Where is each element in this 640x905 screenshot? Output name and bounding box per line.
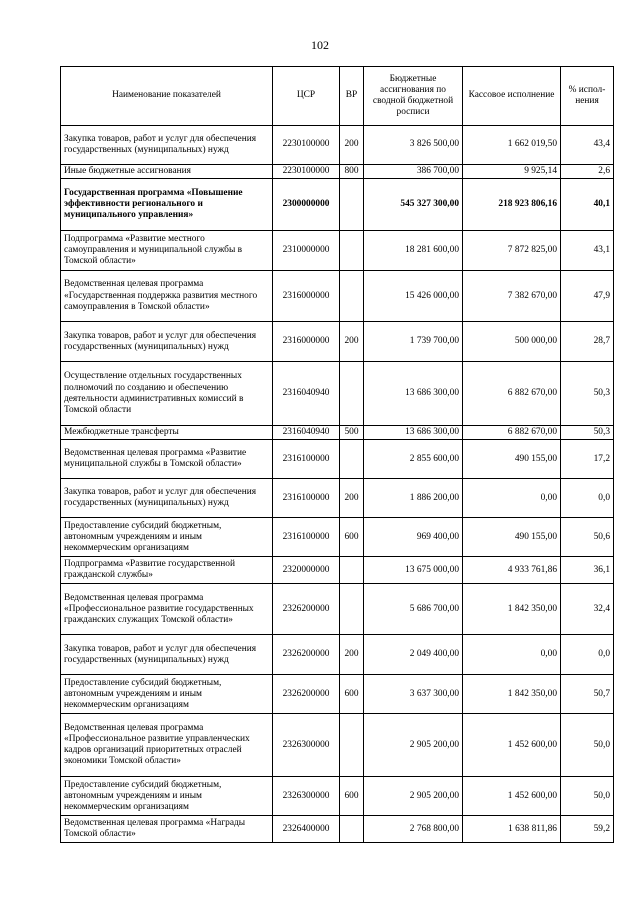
row-vr: 800 — [340, 165, 364, 179]
row-budget: 13 686 300,00 — [364, 362, 463, 426]
row-budget: 3 826 500,00 — [364, 126, 463, 165]
table-row — [61, 126, 614, 165]
table-body — [61, 126, 614, 843]
row-csr: 2316040940 — [273, 362, 340, 426]
header-cash: Кассовое исполнение — [463, 67, 561, 126]
row-csr: 2326300000 — [273, 714, 340, 777]
row-cash: 1 842 350,00 — [463, 584, 561, 635]
row-name: Предоставление субсидий бюджетным, автономным учреждениям и иным некоммерческим организациям — [61, 518, 273, 557]
row-budget: 13 686 300,00 — [364, 426, 463, 440]
row-pct: 36,1 — [561, 557, 614, 584]
row-pct: 43,1 — [561, 231, 614, 271]
row-name: Подпрограмма «Развитие местного самоуправления и муниципальной службы в Томской области» — [61, 231, 273, 271]
row-vr: 200 — [340, 479, 364, 518]
row-budget: 3 637 300,00 — [364, 675, 463, 714]
row-pct: 50,0 — [561, 777, 614, 816]
row-budget: 18 281 600,00 — [364, 231, 463, 271]
header-budget: Бюджетные ассигнования по сводной бюджетной росписи — [364, 67, 463, 126]
row-csr: 2310000000 — [273, 231, 340, 271]
row-vr — [340, 440, 364, 479]
row-budget: 969 400,00 — [364, 518, 463, 557]
row-vr — [340, 231, 364, 271]
row-budget: 1 739 700,00 — [364, 322, 463, 362]
row-cash: 500 000,00 — [463, 322, 561, 362]
row-vr: 600 — [340, 518, 364, 557]
row-budget: 2 905 200,00 — [364, 714, 463, 777]
table-row — [61, 675, 614, 714]
row-budget: 2 768 800,00 — [364, 816, 463, 843]
row-pct: 28,7 — [561, 322, 614, 362]
row-name: Иные бюджетные ассигнования — [61, 165, 273, 179]
row-csr: 2316000000 — [273, 271, 340, 322]
row-csr: 2316100000 — [273, 518, 340, 557]
row-pct: 50,0 — [561, 714, 614, 777]
row-cash: 1 638 811,86 — [463, 816, 561, 843]
table-row — [61, 479, 614, 518]
table-row — [61, 362, 614, 426]
row-csr: 2316040940 — [273, 426, 340, 440]
row-cash: 0,00 — [463, 479, 561, 518]
row-vr: 600 — [340, 777, 364, 816]
header-pct: % испол-нения — [561, 67, 614, 126]
row-cash: 9 925,14 — [463, 165, 561, 179]
table-row — [61, 165, 614, 179]
row-vr — [340, 557, 364, 584]
row-vr — [340, 714, 364, 777]
row-budget: 5 686 700,00 — [364, 584, 463, 635]
row-csr: 2230100000 — [273, 126, 340, 165]
row-csr: 2326200000 — [273, 675, 340, 714]
budget-execution-table — [60, 66, 614, 843]
row-budget: 545 327 300,00 — [364, 179, 463, 231]
row-name: Ведомственная целевая программа «Развитие муниципальной службы в Томской области» — [61, 440, 273, 479]
table-row — [61, 584, 614, 635]
row-pct: 17,2 — [561, 440, 614, 479]
row-pct: 2,6 — [561, 165, 614, 179]
table-row — [61, 557, 614, 584]
row-pct: 50,7 — [561, 675, 614, 714]
row-csr: 2316100000 — [273, 479, 340, 518]
row-vr: 600 — [340, 675, 364, 714]
row-vr — [340, 816, 364, 843]
row-name: Предоставление субсидий бюджетным, автономным учреждениям и иным некоммерческим организациям — [61, 675, 273, 714]
row-vr: 200 — [340, 126, 364, 165]
row-name: Межбюджетные трансферты — [61, 426, 273, 440]
row-pct: 43,4 — [561, 126, 614, 165]
row-name: Подпрограмма «Развитие государственной гражданской службы» — [61, 557, 273, 584]
row-name: Предоставление субсидий бюджетным, автономным учреждениям и иным некоммерческим организациям — [61, 777, 273, 816]
row-budget: 13 675 000,00 — [364, 557, 463, 584]
row-cash: 490 155,00 — [463, 518, 561, 557]
row-csr: 2326200000 — [273, 584, 340, 635]
row-name: Ведомственная целевая программа «Профессиональное развитие государственных гражданских служащих Томской области» — [61, 584, 273, 635]
table-row — [61, 426, 614, 440]
row-vr — [340, 271, 364, 322]
row-vr — [340, 584, 364, 635]
row-csr: 2316000000 — [273, 322, 340, 362]
row-name: Государственная программа «Повышение эффективности регионального и муниципального управления» — [61, 179, 273, 231]
row-name: Ведомственная целевая программа «Государственная поддержка развития местного самоуправления в Томской области» — [61, 271, 273, 322]
row-csr: 2230100000 — [273, 165, 340, 179]
row-budget: 2 855 600,00 — [364, 440, 463, 479]
row-cash: 1 452 600,00 — [463, 714, 561, 777]
row-pct: 40,1 — [561, 179, 614, 231]
table-row — [61, 518, 614, 557]
table-row — [61, 231, 614, 271]
row-cash: 7 872 825,00 — [463, 231, 561, 271]
row-csr: 2326300000 — [273, 777, 340, 816]
row-pct: 0,0 — [561, 635, 614, 675]
row-name: Закупка товаров, работ и услуг для обеспечения государственных (муниципальных) нужд — [61, 322, 273, 362]
row-pct: 47,9 — [561, 271, 614, 322]
table-row — [61, 714, 614, 777]
header-csr: ЦСР — [273, 67, 340, 126]
row-name: Закупка товаров, работ и услуг для обеспечения государственных (муниципальных) нужд — [61, 479, 273, 518]
header-vr: ВР — [340, 67, 364, 126]
row-name: Осуществление отдельных государственных полномочий по созданию и обеспечению деятельности административных комиссий в Томской области — [61, 362, 273, 426]
row-cash: 6 882 670,00 — [463, 426, 561, 440]
row-cash: 0,00 — [463, 635, 561, 675]
row-budget: 15 426 000,00 — [364, 271, 463, 322]
row-budget: 386 700,00 — [364, 165, 463, 179]
row-cash: 1 662 019,50 — [463, 126, 561, 165]
row-csr: 2316100000 — [273, 440, 340, 479]
table-row — [61, 322, 614, 362]
table-row — [61, 271, 614, 322]
row-cash: 7 382 670,00 — [463, 271, 561, 322]
row-pct: 50,3 — [561, 362, 614, 426]
row-csr: 2326400000 — [273, 816, 340, 843]
row-name: Ведомственная целевая программа «Награды Томской области» — [61, 816, 273, 843]
row-csr: 2320000000 — [273, 557, 340, 584]
table-row — [61, 179, 614, 231]
row-name: Закупка товаров, работ и услуг для обеспечения государственных (муниципальных) нужд — [61, 635, 273, 675]
row-name: Закупка товаров, работ и услуг для обеспечения государственных (муниципальных) нужд — [61, 126, 273, 165]
page-number: 102 — [311, 38, 329, 52]
row-vr: 500 — [340, 426, 364, 440]
table-row — [61, 777, 614, 816]
row-vr: 200 — [340, 635, 364, 675]
row-budget: 1 886 200,00 — [364, 479, 463, 518]
row-cash: 1 842 350,00 — [463, 675, 561, 714]
row-pct: 50,6 — [561, 518, 614, 557]
table-header-row — [61, 67, 614, 126]
row-vr: 200 — [340, 322, 364, 362]
row-cash: 6 882 670,00 — [463, 362, 561, 426]
row-cash: 218 923 806,16 — [463, 179, 561, 231]
row-budget: 2 905 200,00 — [364, 777, 463, 816]
table-row — [61, 816, 614, 843]
row-pct: 0,0 — [561, 479, 614, 518]
row-csr: 2326200000 — [273, 635, 340, 675]
row-pct: 32,4 — [561, 584, 614, 635]
table-row — [61, 635, 614, 675]
row-cash: 490 155,00 — [463, 440, 561, 479]
row-csr: 2300000000 — [273, 179, 340, 231]
row-vr — [340, 362, 364, 426]
row-budget: 2 049 400,00 — [364, 635, 463, 675]
row-cash: 4 933 761,86 — [463, 557, 561, 584]
header-name: Наименование показателей — [61, 67, 273, 126]
row-name: Ведомственная целевая программа «Профессиональное развитие управленческих кадров организаций приоритетных отраслей экономики Томской области» — [61, 714, 273, 777]
row-pct: 59,2 — [561, 816, 614, 843]
row-pct: 50,3 — [561, 426, 614, 440]
row-vr — [340, 179, 364, 231]
table-row — [61, 440, 614, 479]
row-cash: 1 452 600,00 — [463, 777, 561, 816]
